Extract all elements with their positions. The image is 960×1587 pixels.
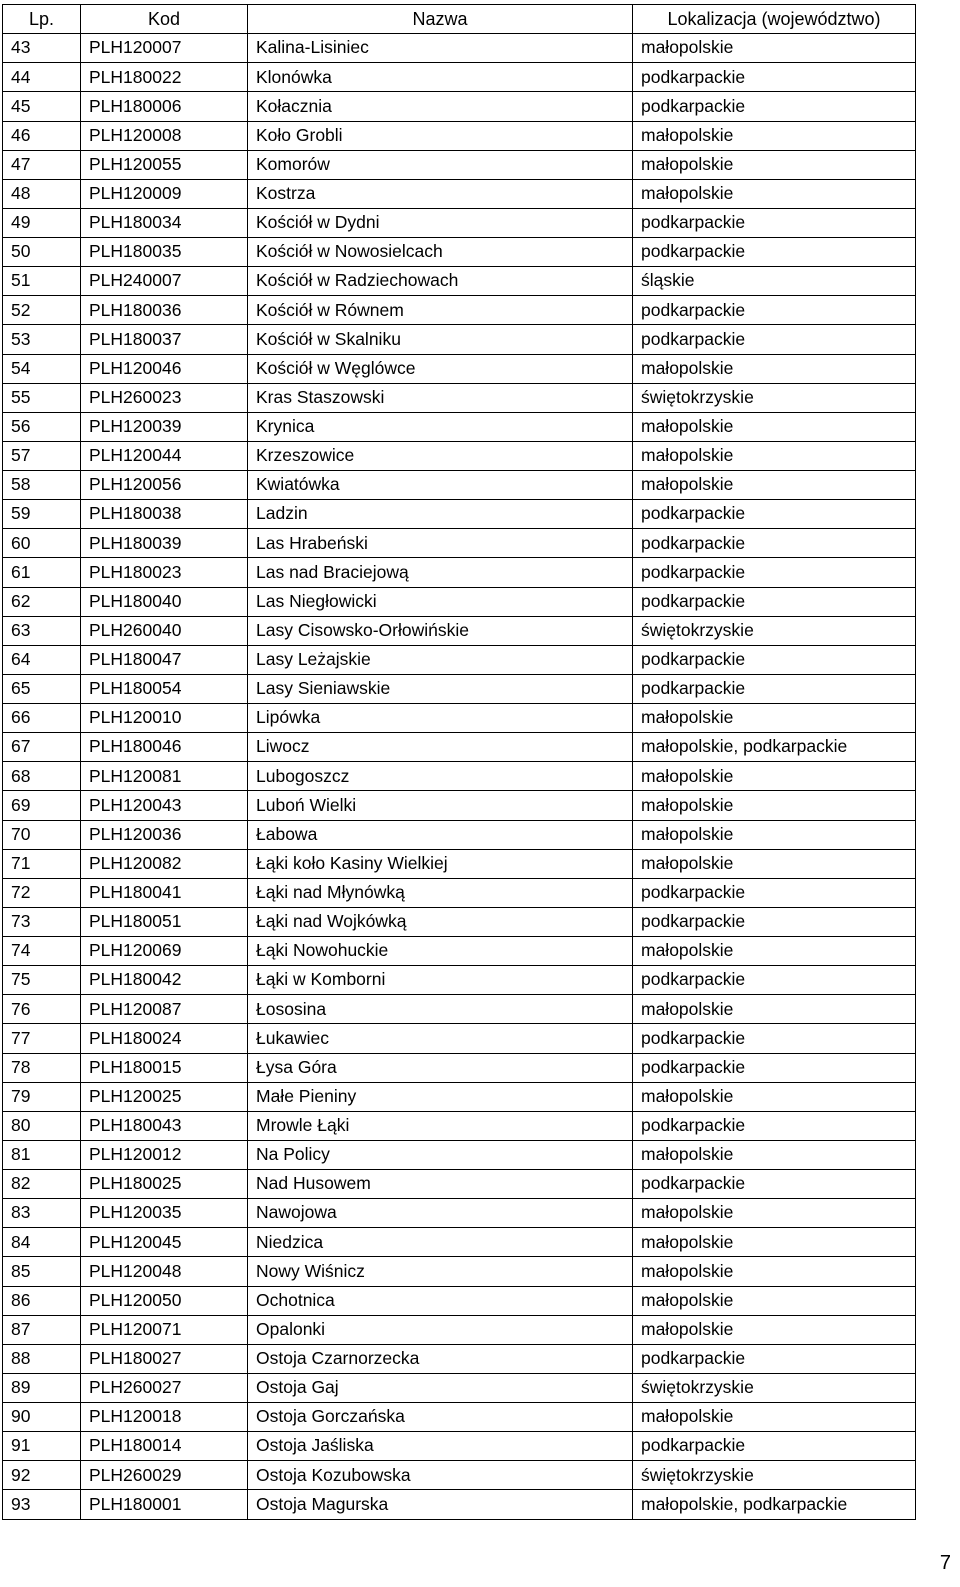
cell-location: małopolskie: [633, 1286, 916, 1315]
cell-lp: 93: [3, 1490, 81, 1519]
cell-code: PLH180014: [81, 1432, 248, 1461]
cell-location: podkarpackie: [633, 1053, 916, 1082]
cell-lp: 54: [3, 354, 81, 383]
table-row: [3, 1403, 916, 1432]
cell-name: Łąki koło Kasiny Wielkiej: [248, 849, 633, 878]
cell-lp: 65: [3, 674, 81, 703]
cell-name: Łososina: [248, 995, 633, 1024]
cell-lp: 53: [3, 325, 81, 354]
cell-location: małopolskie: [633, 1257, 916, 1286]
table-row: [3, 121, 916, 150]
cell-name: Łąki nad Wojkówką: [248, 907, 633, 936]
cell-name: Kras Staszowski: [248, 383, 633, 412]
cell-name: Łukawiec: [248, 1024, 633, 1053]
cell-name: Lubogoszcz: [248, 762, 633, 791]
cell-name: Kołacznia: [248, 92, 633, 121]
table-row: [3, 208, 916, 237]
cell-name: Lasy Leżajskie: [248, 645, 633, 674]
table-row: [3, 995, 916, 1024]
cell-lp: 69: [3, 791, 81, 820]
table-row: [3, 150, 916, 179]
cell-code: PLH120009: [81, 179, 248, 208]
cell-name: Kalina-Lisiniec: [248, 34, 633, 63]
cell-location: małopolskie: [633, 849, 916, 878]
cell-lp: 77: [3, 1024, 81, 1053]
table-row: [3, 296, 916, 325]
cell-code: PLH260027: [81, 1373, 248, 1402]
cell-name: Łysa Góra: [248, 1053, 633, 1082]
cell-code: PLH120069: [81, 937, 248, 966]
cell-lp: 86: [3, 1286, 81, 1315]
cell-code: PLH180038: [81, 500, 248, 529]
cell-lp: 70: [3, 820, 81, 849]
cell-location: podkarpackie: [633, 1111, 916, 1140]
cell-location: podkarpackie: [633, 907, 916, 936]
cell-location: małopolskie: [633, 441, 916, 470]
cell-lp: 84: [3, 1228, 81, 1257]
table-row: [3, 1315, 916, 1344]
cell-name: Las nad Braciejową: [248, 558, 633, 587]
cell-code: PLH180006: [81, 92, 248, 121]
cell-lp: 48: [3, 179, 81, 208]
cell-location: małopolskie: [633, 150, 916, 179]
cell-location: podkarpackie: [633, 1024, 916, 1053]
cell-location: małopolskie: [633, 937, 916, 966]
table-row: [3, 34, 916, 63]
table-row: [3, 1053, 916, 1082]
cell-code: PLH120048: [81, 1257, 248, 1286]
table-row: [3, 645, 916, 674]
cell-code: PLH120087: [81, 995, 248, 1024]
cell-lp: 68: [3, 762, 81, 791]
cell-lp: 45: [3, 92, 81, 121]
table-row: [3, 238, 916, 267]
table-body: [3, 34, 916, 1519]
cell-code: PLH180036: [81, 296, 248, 325]
cell-location: podkarpackie: [633, 1432, 916, 1461]
table-row: [3, 1461, 916, 1490]
cell-location: śląskie: [633, 267, 916, 296]
cell-lp: 57: [3, 441, 81, 470]
cell-lp: 76: [3, 995, 81, 1024]
cell-name: Ostoja Magurska: [248, 1490, 633, 1519]
cell-lp: 71: [3, 849, 81, 878]
cell-lp: 83: [3, 1199, 81, 1228]
table-row: [3, 674, 916, 703]
cell-location: małopolskie: [633, 471, 916, 500]
table-row: [3, 325, 916, 354]
cell-location: małopolskie: [633, 1199, 916, 1228]
cell-name: Ostoja Kozubowska: [248, 1461, 633, 1490]
cell-name: Na Policy: [248, 1140, 633, 1169]
table-row: [3, 878, 916, 907]
cell-code: PLH120043: [81, 791, 248, 820]
cell-location: podkarpackie: [633, 63, 916, 92]
cell-code: PLH180024: [81, 1024, 248, 1053]
cell-code: PLH180051: [81, 907, 248, 936]
cell-name: Komorów: [248, 150, 633, 179]
cell-code: PLH180025: [81, 1170, 248, 1199]
cell-location: małopolskie, podkarpackie: [633, 1490, 916, 1519]
cell-name: Ostoja Czarnorzecka: [248, 1344, 633, 1373]
cell-code: PLH180037: [81, 325, 248, 354]
cell-code: PLH180042: [81, 966, 248, 995]
cell-name: Koło Grobli: [248, 121, 633, 150]
cell-name: Krzeszowice: [248, 441, 633, 470]
table-row: [3, 267, 916, 296]
cell-code: PLH120035: [81, 1199, 248, 1228]
cell-lp: 74: [3, 937, 81, 966]
cell-name: Nawojowa: [248, 1199, 633, 1228]
cell-code: PLH120081: [81, 762, 248, 791]
cell-code: PLH180043: [81, 1111, 248, 1140]
cell-location: małopolskie, podkarpackie: [633, 733, 916, 762]
cell-name: Kościół w Węglówce: [248, 354, 633, 383]
cell-lp: 58: [3, 471, 81, 500]
table-row: [3, 1344, 916, 1373]
cell-code: PLH180022: [81, 63, 248, 92]
cell-name: Luboń Wielki: [248, 791, 633, 820]
cell-code: PLH240007: [81, 267, 248, 296]
cell-name: Lasy Cisowsko-Orłowińskie: [248, 616, 633, 645]
cell-code: PLH120036: [81, 820, 248, 849]
cell-lp: 75: [3, 966, 81, 995]
cell-code: PLH120046: [81, 354, 248, 383]
table-row: [3, 616, 916, 645]
cell-lp: 92: [3, 1461, 81, 1490]
cell-code: PLH120025: [81, 1082, 248, 1111]
cell-location: małopolskie: [633, 1082, 916, 1111]
table-row: [3, 791, 916, 820]
cell-code: PLH180023: [81, 558, 248, 587]
cell-location: małopolskie: [633, 354, 916, 383]
cell-location: podkarpackie: [633, 1344, 916, 1373]
header-code: Kod: [81, 5, 248, 34]
cell-name: Łąki w Komborni: [248, 966, 633, 995]
table-row: [3, 907, 916, 936]
natura-sites-table: [2, 4, 916, 1520]
cell-location: świętokrzyskie: [633, 1461, 916, 1490]
cell-name: Kostrza: [248, 179, 633, 208]
cell-name: Łabowa: [248, 820, 633, 849]
cell-code: PLH120039: [81, 412, 248, 441]
cell-lp: 56: [3, 412, 81, 441]
cell-lp: 63: [3, 616, 81, 645]
table-header: [3, 5, 916, 34]
table-row: [3, 1257, 916, 1286]
table-row: [3, 1199, 916, 1228]
cell-code: PLH120056: [81, 471, 248, 500]
cell-name: Małe Pieniny: [248, 1082, 633, 1111]
cell-lp: 55: [3, 383, 81, 412]
cell-lp: 80: [3, 1111, 81, 1140]
table-row: [3, 1432, 916, 1461]
cell-code: PLH260040: [81, 616, 248, 645]
table-row: [3, 529, 916, 558]
table-row: [3, 1111, 916, 1140]
cell-location: świętokrzyskie: [633, 383, 916, 412]
table-row: [3, 1140, 916, 1169]
cell-code: PLH180034: [81, 208, 248, 237]
table-row: [3, 179, 916, 208]
header-lp: Lp.: [3, 5, 81, 34]
cell-code: PLH180046: [81, 733, 248, 762]
cell-code: PLH180001: [81, 1490, 248, 1519]
table-row: [3, 704, 916, 733]
cell-name: Ochotnica: [248, 1286, 633, 1315]
cell-name: Ostoja Gorczańska: [248, 1403, 633, 1432]
cell-lp: 59: [3, 500, 81, 529]
header-row: [3, 5, 916, 34]
cell-lp: 91: [3, 1432, 81, 1461]
cell-code: PLH180015: [81, 1053, 248, 1082]
table-row: [3, 1490, 916, 1519]
cell-code: PLH180027: [81, 1344, 248, 1373]
cell-location: podkarpackie: [633, 500, 916, 529]
cell-code: PLH120082: [81, 849, 248, 878]
table-row: [3, 92, 916, 121]
cell-location: podkarpackie: [633, 966, 916, 995]
cell-name: Kościół w Radziechowach: [248, 267, 633, 296]
cell-name: Kościół w Nowosielcach: [248, 238, 633, 267]
cell-name: Niedzica: [248, 1228, 633, 1257]
cell-lp: 89: [3, 1373, 81, 1402]
cell-lp: 78: [3, 1053, 81, 1082]
table-row: [3, 412, 916, 441]
cell-code: PLH120055: [81, 150, 248, 179]
cell-lp: 88: [3, 1344, 81, 1373]
cell-location: podkarpackie: [633, 208, 916, 237]
cell-name: Ostoja Jaśliska: [248, 1432, 633, 1461]
table-row: [3, 1286, 916, 1315]
cell-location: małopolskie: [633, 412, 916, 441]
cell-name: Klonówka: [248, 63, 633, 92]
cell-lp: 52: [3, 296, 81, 325]
cell-location: świętokrzyskie: [633, 1373, 916, 1402]
cell-location: podkarpackie: [633, 558, 916, 587]
cell-name: Ostoja Gaj: [248, 1373, 633, 1402]
cell-location: podkarpackie: [633, 529, 916, 558]
page-number: 7: [939, 1552, 951, 1574]
cell-lp: 82: [3, 1170, 81, 1199]
cell-location: podkarpackie: [633, 325, 916, 354]
cell-name: Opalonki: [248, 1315, 633, 1344]
table-row: [3, 441, 916, 470]
table-row: [3, 1170, 916, 1199]
cell-name: Kościół w Skalniku: [248, 325, 633, 354]
cell-location: małopolskie: [633, 820, 916, 849]
table-row: [3, 1228, 916, 1257]
table-row: [3, 1082, 916, 1111]
cell-location: podkarpackie: [633, 674, 916, 703]
cell-lp: 79: [3, 1082, 81, 1111]
cell-lp: 49: [3, 208, 81, 237]
cell-name: Las Hrabeński: [248, 529, 633, 558]
cell-code: PLH120050: [81, 1286, 248, 1315]
cell-lp: 87: [3, 1315, 81, 1344]
cell-lp: 50: [3, 238, 81, 267]
cell-location: małopolskie: [633, 704, 916, 733]
cell-location: małopolskie: [633, 1140, 916, 1169]
cell-code: PLH180041: [81, 878, 248, 907]
table-row: [3, 471, 916, 500]
table-row: [3, 820, 916, 849]
cell-name: Kościół w Dydni: [248, 208, 633, 237]
cell-code: PLH180040: [81, 587, 248, 616]
cell-code: PLH120010: [81, 704, 248, 733]
cell-lp: 43: [3, 34, 81, 63]
cell-location: małopolskie: [633, 1228, 916, 1257]
cell-lp: 66: [3, 704, 81, 733]
cell-lp: 60: [3, 529, 81, 558]
table-row: [3, 63, 916, 92]
table-row: [3, 383, 916, 412]
table-row: [3, 1373, 916, 1402]
table-row: [3, 937, 916, 966]
cell-name: Mrowle Łąki: [248, 1111, 633, 1140]
cell-name: Nad Husowem: [248, 1170, 633, 1199]
cell-code: PLH260029: [81, 1461, 248, 1490]
table-row: [3, 558, 916, 587]
cell-lp: 85: [3, 1257, 81, 1286]
cell-lp: 73: [3, 907, 81, 936]
table-row: [3, 966, 916, 995]
cell-location: podkarpackie: [633, 92, 916, 121]
table-row: [3, 762, 916, 791]
cell-name: Kwiatówka: [248, 471, 633, 500]
cell-name: Lasy Sieniawskie: [248, 674, 633, 703]
cell-location: podkarpackie: [633, 645, 916, 674]
cell-location: małopolskie: [633, 995, 916, 1024]
cell-code: PLH120044: [81, 441, 248, 470]
cell-code: PLH260023: [81, 383, 248, 412]
header-location: Lokalizacja (województwo): [633, 5, 916, 34]
cell-lp: 90: [3, 1403, 81, 1432]
cell-lp: 64: [3, 645, 81, 674]
cell-code: PLH120012: [81, 1140, 248, 1169]
cell-location: małopolskie: [633, 121, 916, 150]
cell-location: podkarpackie: [633, 296, 916, 325]
cell-code: PLH180039: [81, 529, 248, 558]
cell-location: świętokrzyskie: [633, 616, 916, 645]
cell-name: Kościół w Równem: [248, 296, 633, 325]
cell-location: małopolskie: [633, 1403, 916, 1432]
cell-name: Nowy Wiśnicz: [248, 1257, 633, 1286]
cell-name: Liwocz: [248, 733, 633, 762]
cell-lp: 46: [3, 121, 81, 150]
cell-location: podkarpackie: [633, 587, 916, 616]
cell-name: Lipówka: [248, 704, 633, 733]
cell-code: PLH120045: [81, 1228, 248, 1257]
table-row: [3, 587, 916, 616]
cell-name: Ladzin: [248, 500, 633, 529]
table-row: [3, 849, 916, 878]
cell-lp: 51: [3, 267, 81, 296]
cell-code: PLH120071: [81, 1315, 248, 1344]
cell-location: małopolskie: [633, 791, 916, 820]
cell-location: małopolskie: [633, 762, 916, 791]
table-row: [3, 354, 916, 383]
cell-lp: 47: [3, 150, 81, 179]
cell-location: podkarpackie: [633, 1170, 916, 1199]
cell-location: małopolskie: [633, 1315, 916, 1344]
cell-lp: 67: [3, 733, 81, 762]
table-row: [3, 500, 916, 529]
cell-code: PLH180035: [81, 238, 248, 267]
cell-location: małopolskie: [633, 34, 916, 63]
table-row: [3, 1024, 916, 1053]
cell-location: podkarpackie: [633, 878, 916, 907]
header-name: Nazwa: [248, 5, 633, 34]
cell-name: Krynica: [248, 412, 633, 441]
cell-code: PLH120007: [81, 34, 248, 63]
cell-code: PLH120018: [81, 1403, 248, 1432]
cell-code: PLH180054: [81, 674, 248, 703]
cell-lp: 44: [3, 63, 81, 92]
cell-name: Łąki Nowohuckie: [248, 937, 633, 966]
cell-lp: 62: [3, 587, 81, 616]
cell-name: Łąki nad Młynówką: [248, 878, 633, 907]
cell-lp: 61: [3, 558, 81, 587]
cell-lp: 72: [3, 878, 81, 907]
table-row: [3, 733, 916, 762]
cell-location: małopolskie: [633, 179, 916, 208]
cell-code: PLH120008: [81, 121, 248, 150]
cell-code: PLH180047: [81, 645, 248, 674]
cell-lp: 81: [3, 1140, 81, 1169]
cell-name: Las Niegłowicki: [248, 587, 633, 616]
cell-location: podkarpackie: [633, 238, 916, 267]
